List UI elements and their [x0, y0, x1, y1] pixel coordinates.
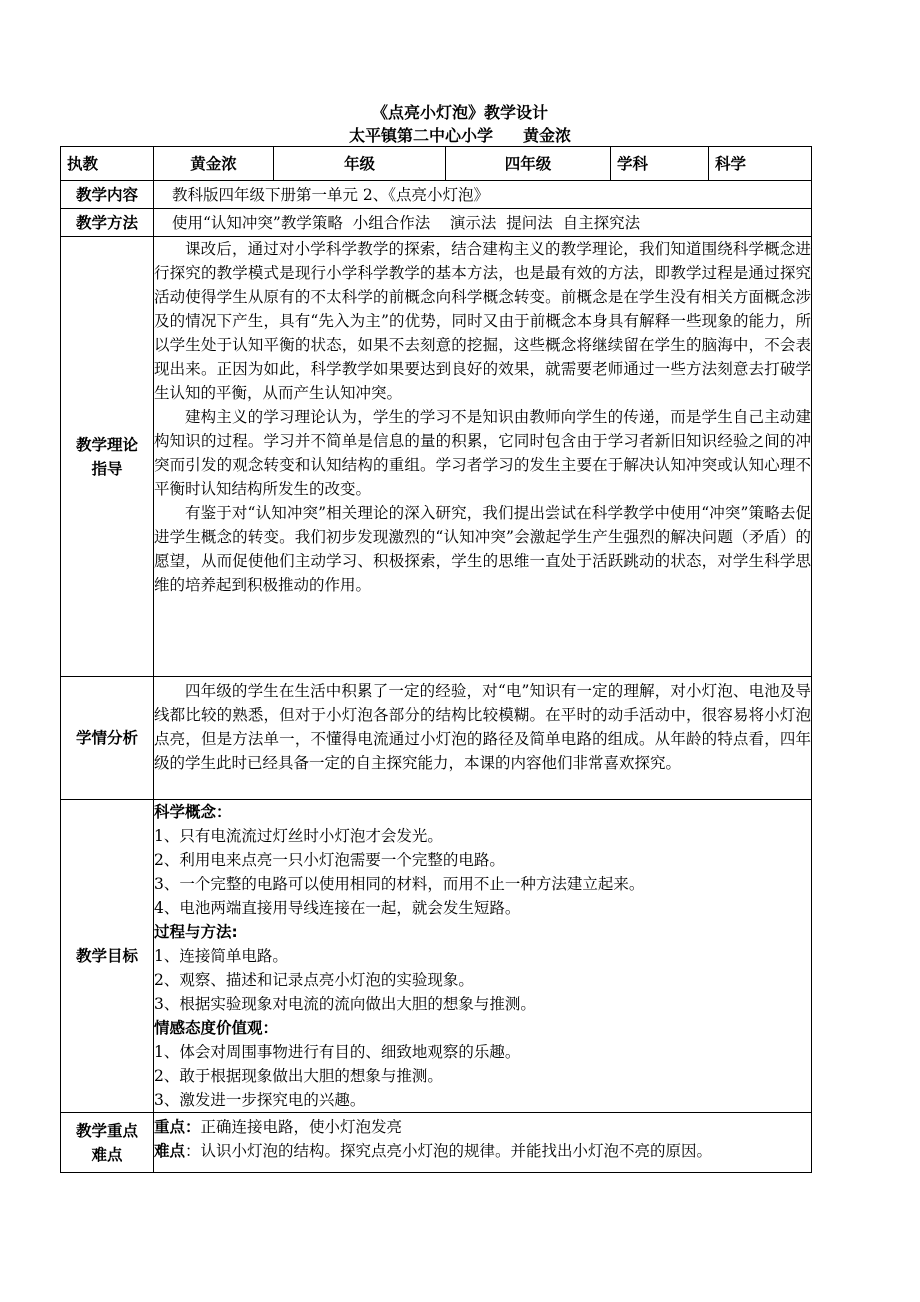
content-row	[61, 181, 812, 209]
keypoints-text	[154, 1113, 812, 1173]
difficulty-text: ：认识小灯泡的结构。探究点亮小灯泡的规律。并能找出小灯泡不亮的原因。	[185, 1142, 713, 1160]
header-row	[61, 147, 812, 181]
grade-value: 四年级	[446, 147, 611, 181]
goal-heading: 情感态度价值观：	[154, 1019, 279, 1037]
goals-text	[154, 800, 812, 1113]
key-point-text: 正确连接电路，使小灯泡发亮	[200, 1118, 403, 1136]
theory-row	[61, 237, 812, 677]
theory-paragraph: 建构主义的学习理论认为，学生的学习不是知识由教师向学生的传递，而是学生自己主动建构知识的过程。学习并不简单是信息的量的积累，它同时包含由于学习者新旧知识经验之间的冲突而引发的观念转变和认知结构的重组。学习者学习的发生主要在于解决认知冲突或认知心理不平衡时认知结构所发生的改变。	[154, 408, 811, 498]
theory-paragraph: 课改后，通过对小学科学教学的探索，结合建构主义的教学理论，我们知道围绕科学概念进行探究的教学模式是现行小学科学教学的基本方法，也是最有效的方法，即教学过程是通过探究活动使得学生从原有的不太科学的前概念向科学概念转变。前概念是在学生没有相关方面概念涉及的情况下产生，具有“先入为主”的优势，同时又由于前概念本身具有解释一些现象的能力，所以学生处于认知平衡的状态，如果不去刻意的挖掘，这些概念将继续留在学生的脑海中，不会表现出来。正因为如此，科学教学如果要达到良好的效果，就需要老师通过一些方法刻意去打破学生认知的平衡，从而产生认知冲突。	[154, 240, 811, 402]
goal-item: 3、根据实验现象对电流的流向做出大胆的想象与推测。	[154, 995, 536, 1013]
page-subtitle	[0, 123, 920, 146]
method-text: 使用“认知冲突”教学策略 小组合作法 演示法 提问法 自主探究法	[154, 209, 812, 237]
difficulty-label: 难点	[154, 1142, 186, 1160]
theory-label-line2: 指导	[91, 459, 123, 478]
content-label: 教学内容	[61, 181, 154, 209]
keypoints-label-line2: 难点	[91, 1145, 123, 1164]
subject-value: 科学	[709, 147, 812, 181]
keypoints-row	[61, 1113, 812, 1173]
keypoints-label-line1: 教学重点	[75, 1121, 138, 1140]
goals-label: 教学目标	[61, 800, 154, 1113]
goal-heading: 过程与方法:	[154, 923, 238, 941]
goal-item: 2、观察、描述和记录点亮小灯泡的实验现象。	[154, 971, 474, 989]
goal-item: 3、一个完整的电路可以使用相同的材料，而用不止一种方法建立起来。	[154, 875, 645, 893]
analysis-text	[154, 677, 812, 800]
school-name: 太平镇第二中心小学	[348, 126, 493, 145]
teacher-label: 执教	[61, 147, 154, 181]
goal-item: 4、电池两端直接用导线连接在一起，就会发生短路。	[154, 899, 521, 917]
key-point-label: 重点：	[154, 1118, 201, 1136]
goal-item: 2、敢于根据现象做出大胆的想象与推测。	[154, 1067, 443, 1085]
goal-item: 2、利用电来点亮一只小灯泡需要一个完整的电路。	[154, 851, 505, 869]
grade-label: 年级	[274, 147, 446, 181]
theory-label-line1: 教学理论	[75, 435, 138, 454]
theory-label	[61, 237, 154, 677]
analysis-paragraph: 四年级的学生在生活中积累了一定的经验，对“电”知识有一定的理解，对小灯泡、电池及导线都比较的熟悉，但对于小灯泡各部分的结构比较模糊。在平时的动手活动中，很容易将小灯泡点亮，但是方法单一，不懂得电流通过小灯泡的路径及简单电路的组成。从年龄的特点看，四年级的学生此时已经具备一定的自主探究能力，本课的内容他们非常喜欢探究。	[154, 682, 811, 772]
theory-text	[154, 237, 812, 677]
page-title: 《点亮小灯泡》教学设计	[371, 103, 548, 122]
keypoints-label	[61, 1113, 154, 1173]
method-label: 教学方法	[61, 209, 154, 237]
goal-item: 1、只有电流流过灯丝时小灯泡才会发光。	[154, 827, 443, 845]
analysis-row	[61, 677, 812, 800]
goal-item: 1、连接简单电路。	[154, 947, 288, 965]
goal-item: 1、体会对周围事物进行有目的、细致地观察的乐趣。	[154, 1043, 521, 1061]
analysis-label: 学情分析	[61, 677, 154, 800]
author-name: 黄金浓	[523, 126, 572, 145]
subject-label: 学科	[611, 147, 709, 181]
theory-paragraph: 有鉴于对“认知冲突”相关理论的深入研究，我们提出尝试在科学教学中使用“冲突”策略去促进学生概念的转变。我们初步发现激烈的“认知冲突”会激起学生产生强烈的解决问题（矛盾）的愿望，从而促使他们主动学习、积极探索，学生的思维一直处于活跃跳动的状态，对学生科学思维的培养起到积极推动的作用。	[154, 504, 811, 594]
goal-heading: 科学概念：	[154, 803, 232, 821]
goals-row	[61, 800, 812, 1113]
goal-item: 3、激发进一步探究电的兴趣。	[154, 1091, 366, 1109]
method-row	[61, 209, 812, 237]
teacher-value: 黄金浓	[154, 147, 274, 181]
content-text: 教科版四年级下册第一单元 2、《点亮小灯泡》	[154, 181, 812, 209]
lesson-plan-table	[60, 146, 812, 1173]
